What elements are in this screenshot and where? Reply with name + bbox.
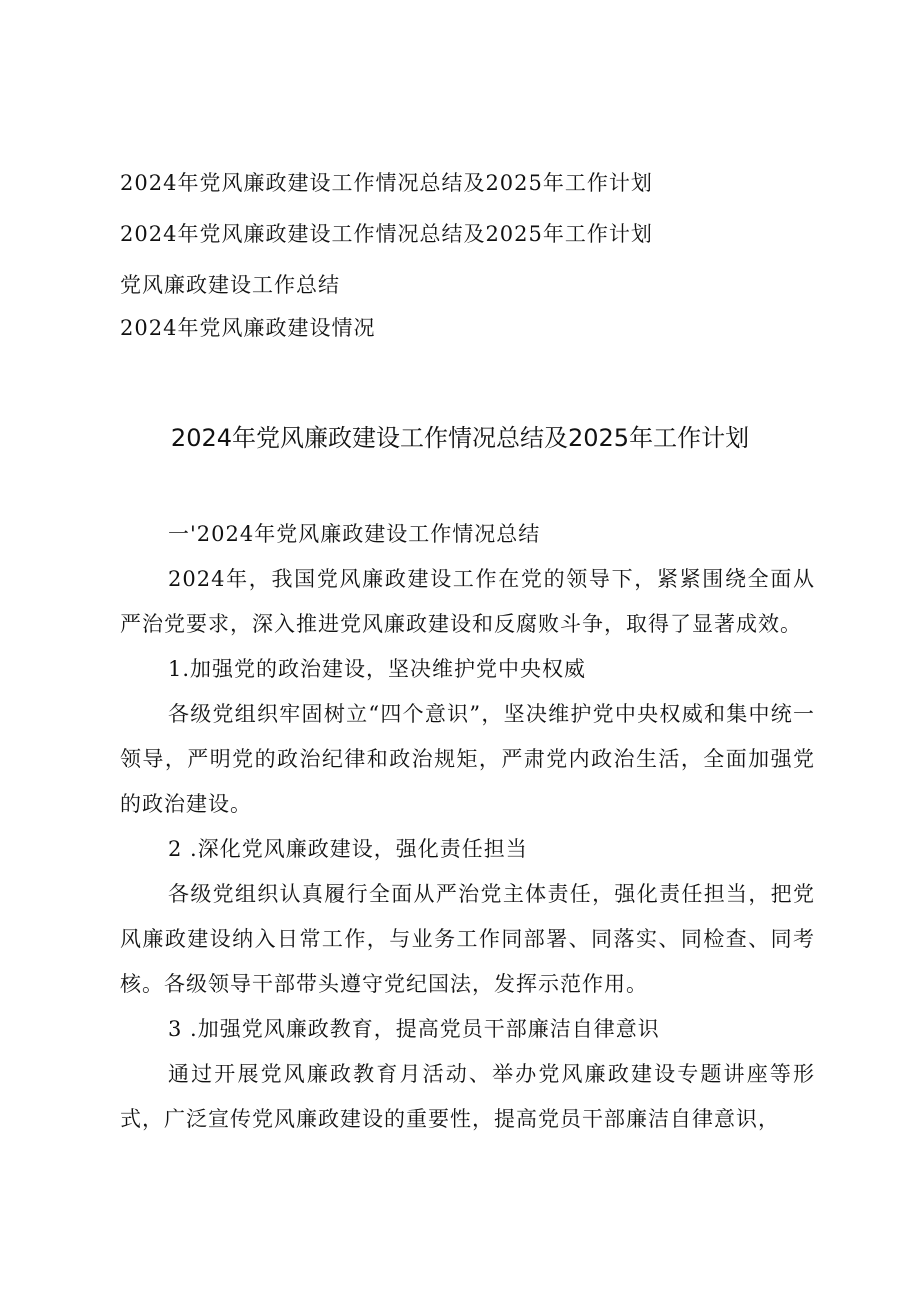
toc-item: 党风廉政建设工作总结 <box>120 273 340 297</box>
item-paragraph: 通过开展党风廉政教育月活动、举办党风廉政建设专题讲座等形式，广泛宣传党风廉政建设的重要性，提高党员干部廉洁自律意识， <box>120 1062 815 1131</box>
intro-paragraph: 2024年，我国党风廉政建设工作在党的领导下，紧紧围绕全面从严治党要求，深入推进党风廉政建设和反腐败斗争，取得了显著成效。 <box>120 567 815 636</box>
item-heading: 3 .加强党风廉政教育，提高党员干部廉洁自律意识 <box>168 1017 660 1041</box>
item-paragraph: 各级党组织牢固树立“四个意识”，坚决维护党中央权威和集中统一领导，严明党的政治纪律和政治规矩，严肃党内政治生活，全面加强党的政治建设。 <box>120 702 815 816</box>
item-paragraph: 各级党组织认真履行全面从严治党主体责任，强化责任担当，把党风廉政建设纳入日常工作，与业务工作同部署、同落实、同检查、同考核。各级领导干部带头遵守党纪国法，发挥示范作用。 <box>120 882 815 996</box>
toc-item: 2024年党风廉政建设工作情况总结及2025年工作计划 <box>120 171 653 195</box>
section-heading: 一'2024年党风廉政建设工作情况总结 <box>168 522 541 546</box>
document-body <box>120 512 815 1142</box>
document-title: 2024年党风廉政建设工作情况总结及2025年工作计划 <box>170 424 750 452</box>
toc-item: 2024年党风廉政建设工作情况总结及2025年工作计划 <box>120 222 653 246</box>
item-heading: 2 .深化党风廉政建设，强化责任担当 <box>168 837 528 861</box>
item-heading: 1.加强党的政治建设，坚决维护党中央权威 <box>168 657 587 681</box>
toc-item: 2024年党风廉政建设情况 <box>120 316 376 340</box>
